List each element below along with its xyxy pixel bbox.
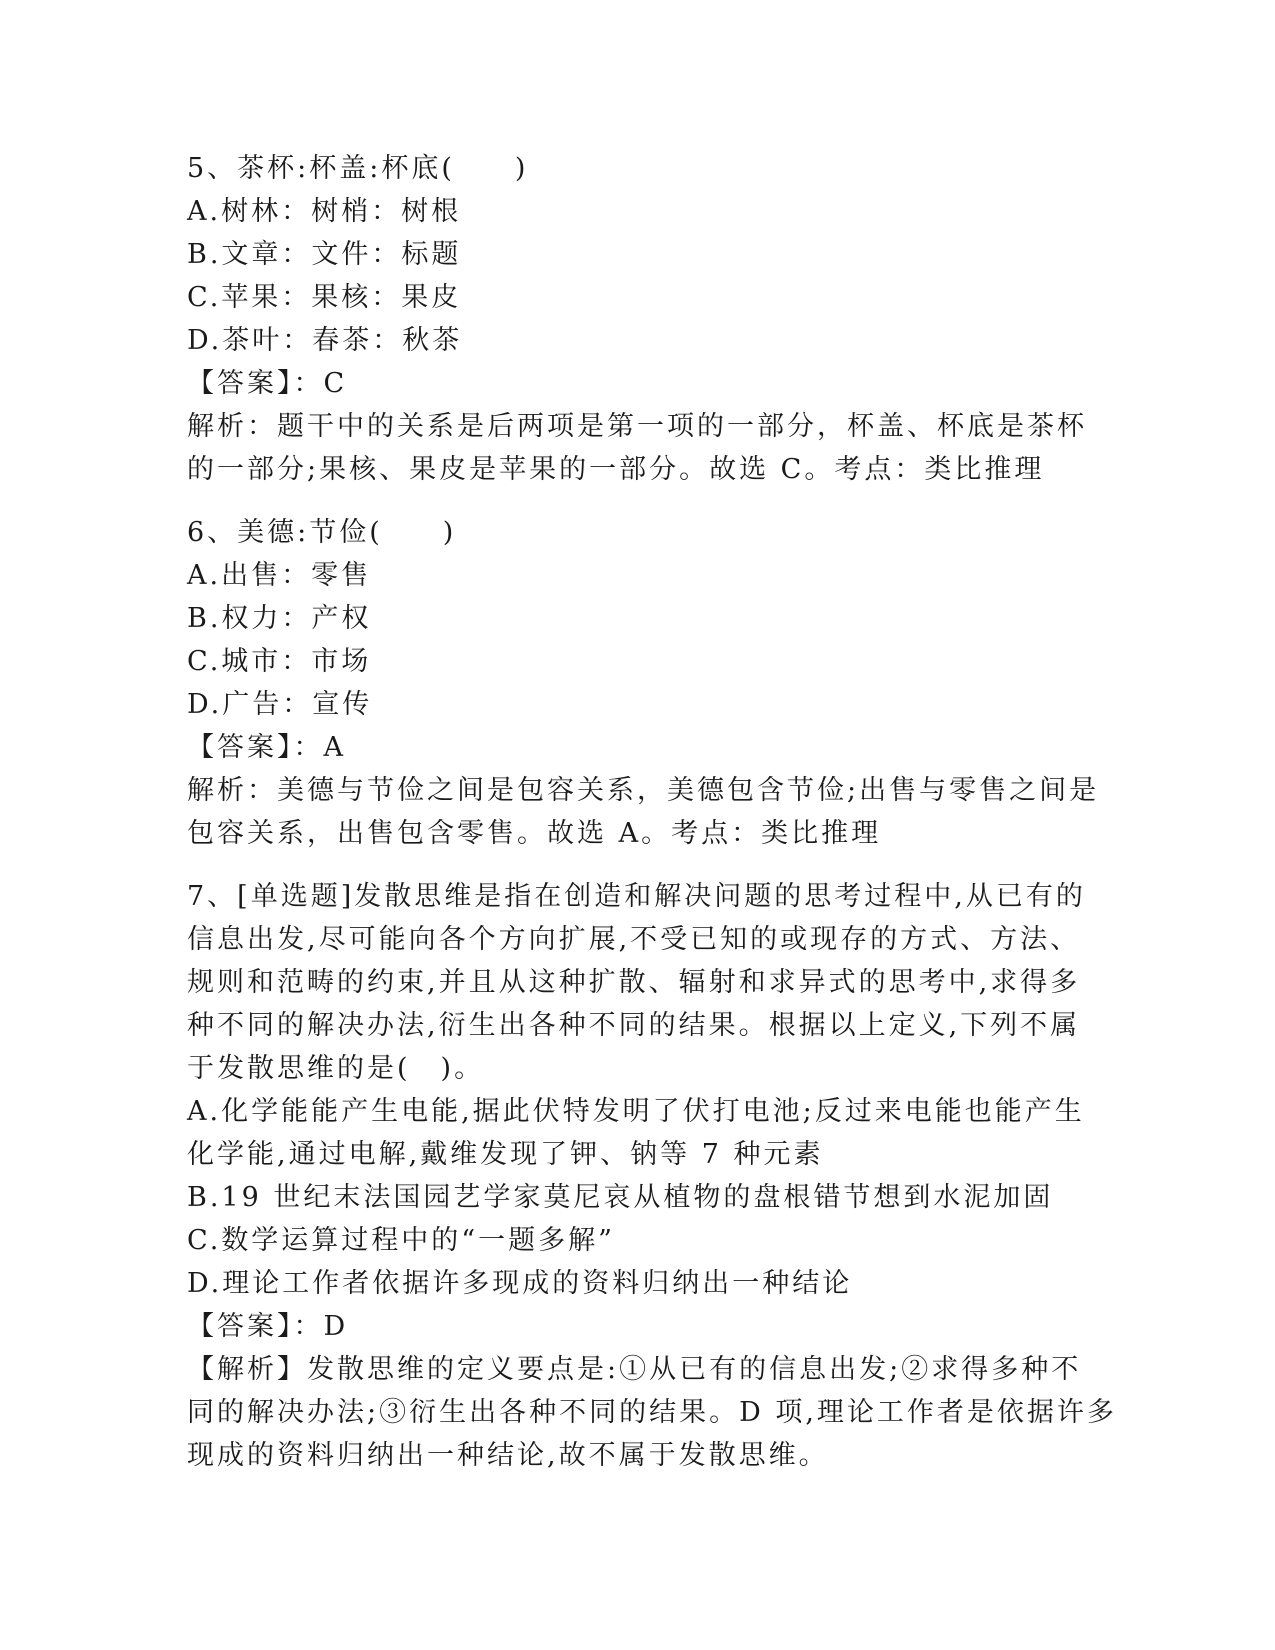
option-c: C.数学运算过程中的“一题多解”: [187, 1225, 615, 1256]
question-stem: 种不同的解决办法,衍生出各种不同的结果。根据以上定义,下列不属: [187, 1010, 1081, 1041]
option-c: C.苹果：果核：果皮: [187, 282, 462, 313]
question-stem: 5、茶杯:杯盖:杯底( ): [187, 153, 529, 184]
question-7: [187, 875, 1117, 1477]
analysis-line: 包容关系，出售包含零售。故选 A。考点：类比推理: [187, 818, 882, 849]
question-spacer: [187, 491, 1087, 511]
answer: 【答案】：C: [187, 368, 348, 399]
analysis-line: 现成的资料归纳出一种结论,故不属于发散思维。: [187, 1440, 829, 1471]
option-d: D.理论工作者依据许多现成的资料归纳出一种结论: [187, 1268, 853, 1299]
question-stem: 7、[单选题]发散思维是指在创造和解决问题的思考过程中,从已有的: [187, 881, 1086, 912]
analysis-line: 解析：美德与节俭之间是包容关系，美德包含节俭;出售与零售之间是: [187, 775, 1100, 806]
question-stem: 6、美德:节俭( ): [187, 517, 457, 548]
document-content: [187, 147, 1117, 1477]
option-a: A.树林：树梢：树根: [187, 196, 462, 227]
analysis-line: 的一部分;果核、果皮是苹果的一部分。故选 C。考点：类比推理: [187, 454, 1045, 485]
option-a: A.化学能能产生电能,据此伏特发明了伏打电池;反过来电能也能产生: [187, 1096, 1085, 1127]
analysis-line: 同的解决办法;③衍生出各种不同的结果。D 项,理论工作者是依据许多: [187, 1397, 1117, 1428]
answer: 【答案】：D: [187, 1311, 349, 1342]
option-b: B.19 世纪末法国园艺学家莫尼哀从植物的盘根错节想到水泥加固: [187, 1182, 1054, 1213]
option-c: C.城市：市场: [187, 646, 372, 677]
analysis-line: 解析：题干中的关系是后两项是第一项的一部分，杯盖、杯底是茶杯: [187, 411, 1087, 442]
option-a-continued: 化学能,通过电解,戴维发现了钾、钠等 7 种元素: [187, 1139, 824, 1170]
option-d: D.广告：宣传: [187, 689, 373, 720]
question-6: [187, 511, 1100, 855]
analysis-line: 【解析】发散思维的定义要点是:①从已有的信息出发;②求得多种不: [187, 1354, 1082, 1385]
option-b: B.权力：产权: [187, 603, 372, 634]
question-5: [187, 147, 1087, 491]
option-a: A.出售：零售: [187, 560, 372, 591]
option-b: B.文章：文件：标题: [187, 239, 462, 270]
question-spacer: [187, 855, 1087, 875]
question-stem: 信息出发,尽可能向各个方向扩展,不受已知的或现存的方式、方法、: [187, 924, 1081, 955]
question-stem: 规则和范畴的约束,并且从这种扩散、辐射和求异式的思考中,求得多: [187, 967, 1081, 998]
question-stem: 于发散思维的是( )。: [187, 1053, 485, 1084]
option-d: D.茶叶：春茶：秋茶: [187, 325, 463, 356]
answer: 【答案】：A: [187, 732, 346, 763]
